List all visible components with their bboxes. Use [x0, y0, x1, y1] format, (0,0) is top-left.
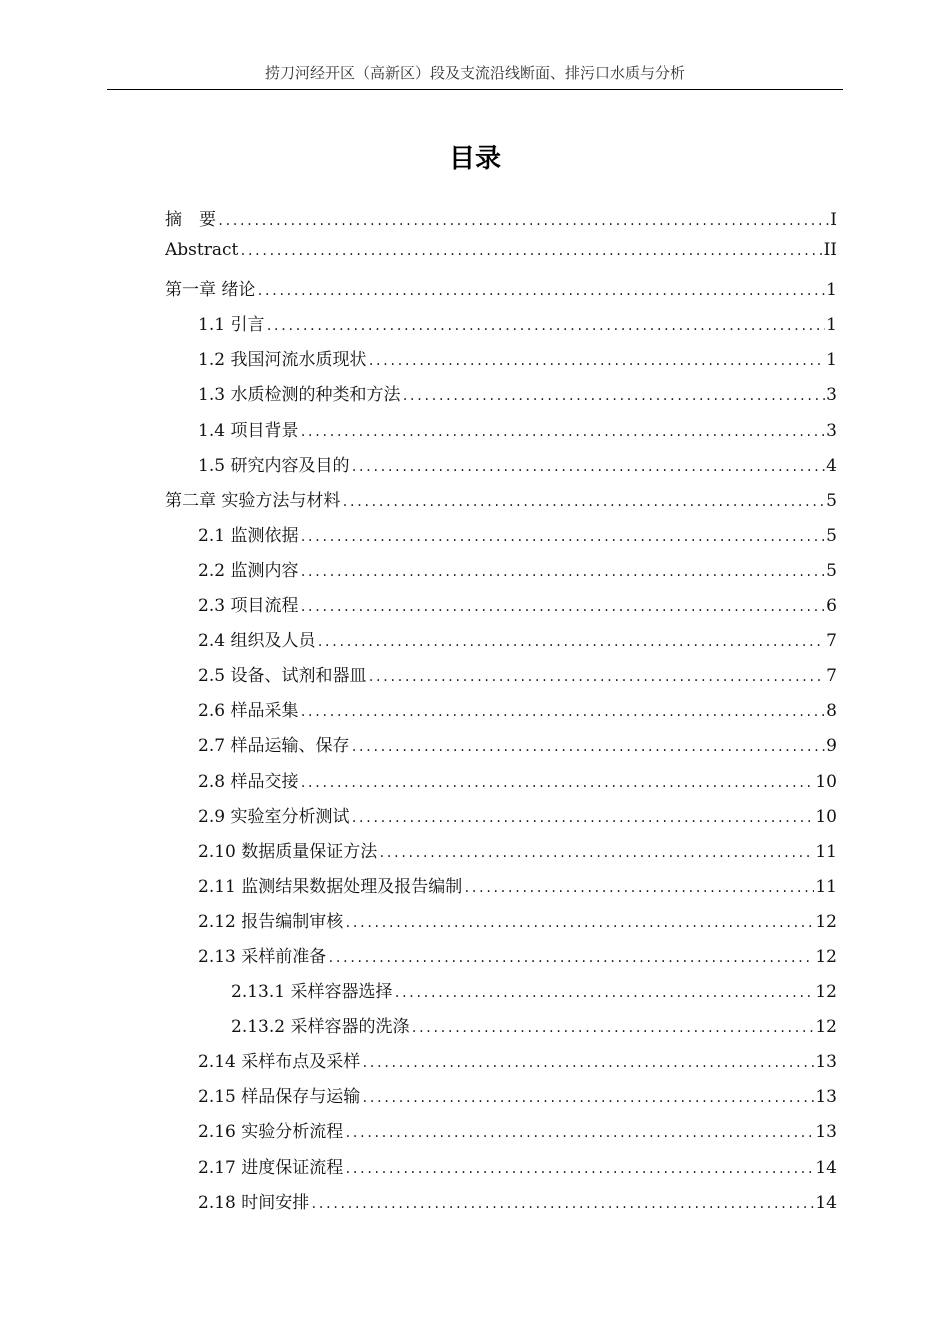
toc-entry-label: 2.10 数据质量保证方法	[198, 841, 378, 862]
toc-dot-leader	[367, 670, 825, 684]
toc-entry-label: 2.13.1 采样容器选择	[231, 982, 393, 1003]
toc-entry-page-number: 6	[826, 596, 837, 617]
toc-entry-page-number: 12	[815, 946, 837, 967]
toc-dot-leader	[239, 244, 822, 258]
toc-entry[interactable]	[165, 767, 837, 802]
toc-entry-page-number: 12	[815, 982, 837, 1003]
toc-entry-page-number: 5	[826, 490, 837, 511]
toc-entry-page-number: 10	[815, 771, 837, 792]
toc-entry-label: 2.15 样品保存与运输	[198, 1087, 361, 1108]
toc-entry-page-number: 1	[826, 315, 837, 336]
toc-dot-leader	[344, 1126, 814, 1140]
toc-entry[interactable]	[165, 591, 837, 626]
toc-dot-leader	[341, 495, 825, 509]
toc-entry-page-number: 1	[826, 350, 837, 371]
toc-entry-label: 1.5 研究内容及目的	[198, 455, 350, 476]
toc-entry-label: Abstract	[165, 240, 239, 261]
toc-entry-page-number: 14	[815, 1192, 837, 1213]
toc-entry[interactable]	[165, 696, 837, 731]
toc-entry[interactable]	[165, 1117, 837, 1152]
toc-entry-label: 1.3 水质检测的种类和方法	[198, 385, 401, 406]
toc-entry[interactable]	[165, 1082, 837, 1117]
toc-dot-leader	[393, 986, 814, 1000]
toc-dot-leader	[361, 1056, 814, 1070]
toc-entry[interactable]	[165, 731, 837, 766]
toc-entry-label: 第一章 绪论	[165, 280, 256, 301]
toc-entry[interactable]	[165, 416, 837, 451]
toc-entry-label: 1.4 项目背景	[198, 420, 299, 441]
toc-entry-label: 2.5 设备、试剂和器皿	[198, 666, 367, 687]
toc-entry-page-number: 4	[826, 455, 837, 476]
toc-dot-leader	[299, 565, 825, 579]
toc-entry[interactable]	[165, 345, 837, 380]
toc-entry[interactable]	[165, 275, 837, 310]
toc-entry-label: 2.7 样品运输、保存	[198, 736, 350, 757]
toc-entry-label: 2.13 采样前准备	[198, 946, 327, 967]
toc-dot-leader	[401, 389, 825, 403]
toc-entry-label: 1.2 我国河流水质现状	[198, 350, 367, 371]
toc-entry-page-number: 7	[826, 666, 837, 687]
toc-entry-page-number: 7	[826, 631, 837, 652]
toc-dot-leader	[299, 530, 825, 544]
toc-dot-leader	[310, 1197, 814, 1211]
toc-entry-label: 2.18 时间安排	[198, 1192, 310, 1213]
toc-entry[interactable]	[165, 486, 837, 521]
toc-entry[interactable]	[165, 521, 837, 556]
toc-dot-leader	[256, 284, 825, 298]
toc-entry[interactable]	[165, 872, 837, 907]
toc-entry-label: 2.6 样品采集	[198, 701, 299, 722]
toc-dot-leader	[217, 214, 829, 228]
toc-entry-page-number: 3	[826, 420, 837, 441]
toc-entry-label: 2.2 监测内容	[198, 560, 299, 581]
toc-dot-leader	[299, 776, 814, 790]
toc-entry-label: 2.9 实验室分析测试	[198, 806, 350, 827]
toc-entry-label: 1.1 引言	[198, 315, 265, 336]
toc-entry[interactable]	[165, 907, 837, 942]
toc-entry-label: 2.12 报告编制审核	[198, 911, 344, 932]
toc-entry-page-number: 11	[815, 876, 837, 897]
toc-dot-leader	[350, 811, 814, 825]
toc-dot-leader	[463, 881, 814, 895]
toc-entry-label: 2.16 实验分析流程	[198, 1122, 344, 1143]
toc-dot-leader	[299, 705, 825, 719]
toc-entry-page-number: 8	[826, 701, 837, 722]
toc-entry-page-number: 11	[815, 841, 837, 862]
toc-entry-label: 2.4 组织及人员	[198, 631, 316, 652]
toc-entry-page-number: 10	[815, 806, 837, 827]
toc-entry[interactable]	[165, 556, 837, 591]
toc-entry-label: 2.1 监测依据	[198, 525, 299, 546]
toc-entry[interactable]	[165, 310, 837, 345]
toc-dot-leader	[299, 425, 825, 439]
toc-entry-label: 2.14 采样布点及采样	[198, 1052, 361, 1073]
toc-entry-page-number: 3	[826, 385, 837, 406]
toc-dot-leader	[378, 846, 814, 860]
toc-dot-leader	[344, 916, 814, 930]
toc-dot-leader	[316, 635, 825, 649]
toc-entry-page-number: 5	[826, 525, 837, 546]
toc-entry-page-number: 12	[815, 1017, 837, 1038]
toc-entry-page-number: 13	[815, 1122, 837, 1143]
toc-entry-page-number: I	[830, 210, 837, 230]
toc-entry[interactable]	[165, 1153, 837, 1188]
toc-entry-page-number: 9	[826, 736, 837, 757]
toc-dot-leader	[410, 1021, 814, 1035]
toc-dot-leader	[361, 1091, 814, 1105]
toc-dot-leader	[350, 740, 825, 754]
toc-dot-leader	[265, 319, 825, 333]
toc-entry[interactable]	[165, 802, 837, 837]
toc-entry[interactable]	[165, 977, 837, 1012]
toc-entry-label: 2.13.2 采样容器的洗涤	[231, 1017, 410, 1038]
toc-entry-page-number: 14	[815, 1157, 837, 1178]
toc-entry[interactable]	[165, 451, 837, 486]
toc-entry-page-number: 1	[826, 280, 837, 301]
running-header: 捞刀河经开区（高新区）段及支流沿线断面、排污口水质与分析	[107, 62, 843, 90]
toc-entry[interactable]	[165, 240, 837, 275]
toc-entry-page-number: II	[823, 240, 837, 261]
toc-entry-label: 2.11 监测结果数据处理及报告编制	[198, 876, 463, 897]
toc-entry-label: 摘 要	[165, 210, 216, 230]
toc-dot-leader	[367, 354, 825, 368]
toc-entry-page-number: 13	[815, 1052, 837, 1073]
table-of-contents	[165, 205, 837, 1223]
toc-entry[interactable]	[165, 205, 837, 240]
toc-entry[interactable]	[165, 1012, 837, 1047]
toc-entry[interactable]	[165, 380, 837, 415]
toc-entry-label: 2.8 样品交接	[198, 771, 299, 792]
toc-entry-label: 2.3 项目流程	[198, 596, 299, 617]
toc-entry-page-number: 12	[815, 911, 837, 932]
page-title: 目录	[448, 144, 501, 174]
toc-entry-label: 第二章 实验方法与材料	[165, 490, 341, 511]
toc-dot-leader	[299, 600, 825, 614]
toc-entry[interactable]	[165, 661, 837, 696]
toc-dot-leader	[344, 1162, 814, 1176]
toc-entry-label: 2.17 进度保证流程	[198, 1157, 344, 1178]
toc-dot-leader	[327, 951, 814, 965]
toc-entry[interactable]	[165, 1188, 837, 1223]
toc-entry[interactable]	[165, 942, 837, 977]
toc-entry-page-number: 5	[826, 560, 837, 581]
toc-entry[interactable]	[165, 1047, 837, 1082]
toc-entry[interactable]	[165, 626, 837, 661]
toc-dot-leader	[350, 460, 825, 474]
toc-entry-page-number: 13	[815, 1087, 837, 1108]
toc-entry[interactable]	[165, 837, 837, 872]
